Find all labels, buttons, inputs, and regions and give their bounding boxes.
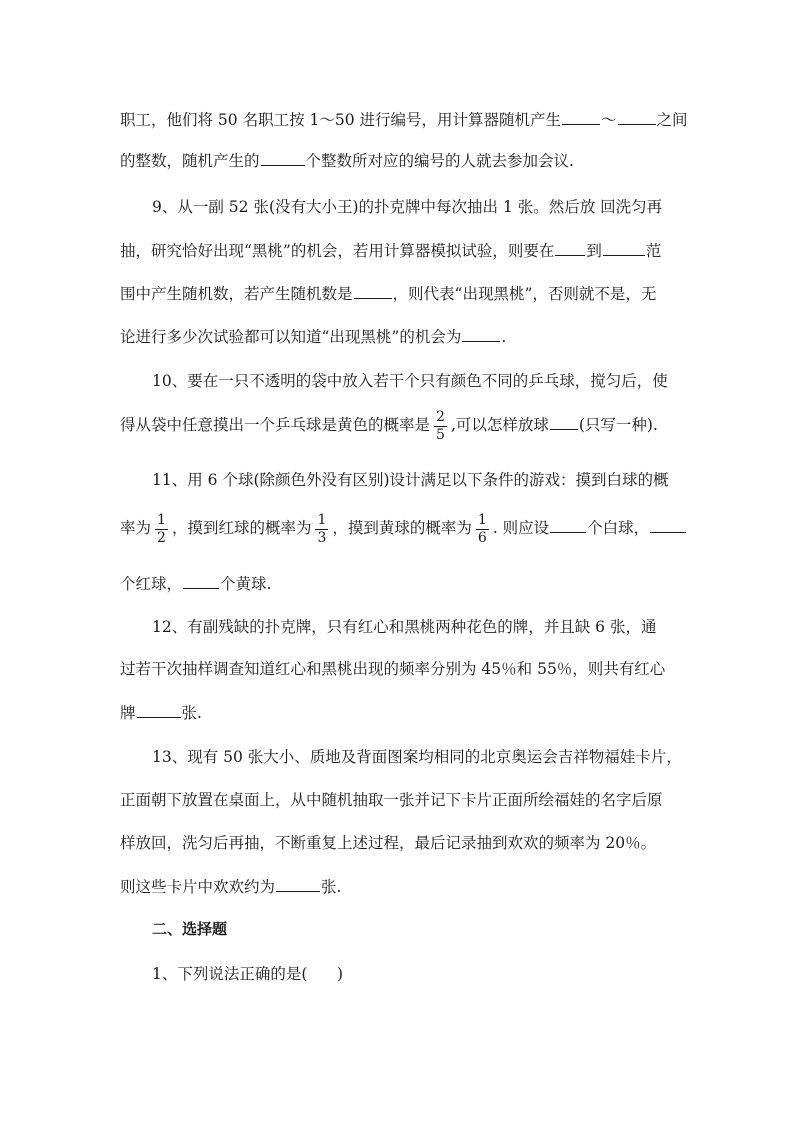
q9-line-1 bbox=[152, 196, 662, 218]
text: ～ bbox=[601, 111, 617, 129]
text: 样放回，洗匀后再抽，不断重复上述过程，最后记录抽到欢欢的频率为 20％。 bbox=[120, 834, 657, 852]
fraction-one-third bbox=[315, 512, 328, 547]
text: 13、现有 50 张大小、质地及背面图案均相同的北京奥运会吉祥物福娃卡片， bbox=[152, 748, 682, 766]
text: 围中产生随机数，若产生随机数是 bbox=[120, 285, 353, 303]
text: 张. bbox=[321, 878, 342, 896]
answer-blank bbox=[555, 239, 585, 256]
text: 12、有副残缺的扑克牌，只有红心和黑桃两种花色的牌，并且缺 6 张，通 bbox=[152, 618, 657, 636]
text: 个红球， bbox=[120, 575, 183, 593]
text: 职工，他们将 50 名职工按 1～50 进行编号，用计算器随机产生 bbox=[120, 111, 562, 129]
q12-line-3 bbox=[120, 701, 202, 724]
answer-blank bbox=[462, 325, 500, 342]
text: 到 bbox=[586, 242, 602, 260]
text: ,可以怎样放球 bbox=[450, 416, 549, 434]
denominator: 6 bbox=[477, 529, 487, 546]
text: 个整数所对应的编号的人就去参加会议. bbox=[305, 152, 574, 170]
answer-blank bbox=[276, 875, 320, 892]
fraction-one-sixth bbox=[476, 512, 489, 547]
text: . 则应设 bbox=[492, 519, 550, 537]
text: 过若干次抽样调查知道红心和黑桃出现的频率分别为 45％和 55％，则共有红心 bbox=[120, 660, 666, 678]
q11-line-3 bbox=[120, 572, 271, 595]
q13-line-4 bbox=[120, 875, 341, 898]
section-title: 二、选择题 bbox=[152, 920, 228, 938]
answer-blank bbox=[354, 282, 392, 299]
answer-blank bbox=[137, 701, 181, 718]
text: 则这些卡片中欢欢约为 bbox=[120, 878, 276, 896]
text: 个黄球. bbox=[220, 575, 272, 593]
text: 论进行多少次试验都可以知道“出现黑桃”的机会为 bbox=[120, 328, 462, 346]
text: 9、从一副 52 张(没有大小王)的扑克牌中每次抽出 1 张。然后放 回洗匀再 bbox=[152, 198, 663, 216]
text: 张. bbox=[181, 704, 202, 722]
q8-line-2 bbox=[120, 149, 574, 172]
answer-blank bbox=[261, 149, 305, 166]
text: 率为 bbox=[120, 519, 152, 537]
text: ，则代表“出现黑桃”，否则就不是，无 bbox=[392, 285, 657, 303]
section-heading-choice bbox=[152, 918, 227, 940]
text: 范 bbox=[645, 242, 662, 260]
q9-line-3 bbox=[120, 282, 656, 305]
answer-blank bbox=[618, 108, 656, 125]
q9-line-2 bbox=[120, 239, 661, 262]
denominator: 5 bbox=[436, 426, 445, 443]
denominator: 3 bbox=[317, 529, 327, 546]
text: 之间 bbox=[656, 111, 688, 129]
q12-line-1 bbox=[152, 616, 656, 638]
text: . bbox=[501, 328, 507, 346]
q11-line-1 bbox=[152, 469, 669, 491]
text: 10、要在一只不透明的袋中放入若干个只有颜色不同的乒乓球，搅匀后，使 bbox=[152, 372, 668, 390]
text: 得从袋中任意摸出一个乒乓球是黄色的概率是 bbox=[120, 416, 431, 434]
q13-line-3 bbox=[120, 832, 656, 854]
text: 牌 bbox=[120, 704, 136, 722]
text: 11、用 6 个球(除颜色外没有区别)设计满足以下条件的游戏：摸到白球的概 bbox=[152, 471, 669, 489]
q8-line-1 bbox=[120, 108, 688, 131]
text: 的整数，随机产生的 bbox=[120, 152, 260, 170]
text: ，摸到黄球的概率为 bbox=[332, 519, 472, 537]
q10-line-2 bbox=[120, 406, 658, 444]
text: 抽，研究恰好出现“黑桃”的机会，若用计算器模拟试验，则要在 bbox=[120, 242, 555, 260]
fraction-one-half bbox=[155, 512, 168, 547]
q13-line-2 bbox=[120, 789, 663, 811]
q10-line-1 bbox=[152, 370, 668, 392]
numerator: 2 bbox=[436, 408, 445, 425]
answer-blank bbox=[603, 239, 645, 256]
text: 1、下列说法正确的是( ) bbox=[152, 965, 344, 983]
answer-blank bbox=[550, 413, 578, 430]
q13-line-1 bbox=[152, 746, 682, 768]
answer-blank bbox=[183, 572, 219, 589]
q9-line-4 bbox=[120, 325, 506, 348]
numerator: 1 bbox=[317, 511, 327, 528]
answer-blank bbox=[562, 108, 600, 125]
numerator: 1 bbox=[157, 511, 166, 528]
text: ，摸到红球的概率为 bbox=[171, 519, 312, 537]
text: 正面朝下放置在桌面上，从中随机抽取一张并记下卡片正面所绘福娃的名字后原 bbox=[120, 791, 663, 809]
numerator: 1 bbox=[477, 511, 487, 528]
text: 个白球， bbox=[587, 519, 650, 537]
choice-question-1 bbox=[152, 963, 343, 985]
answer-blank bbox=[550, 516, 586, 533]
text: (只写一种). bbox=[578, 416, 658, 434]
fraction-two-fifths bbox=[434, 409, 447, 444]
q11-line-2 bbox=[120, 508, 687, 548]
q12-line-2 bbox=[120, 658, 665, 680]
answer-blank bbox=[650, 516, 686, 533]
denominator: 2 bbox=[157, 529, 166, 546]
